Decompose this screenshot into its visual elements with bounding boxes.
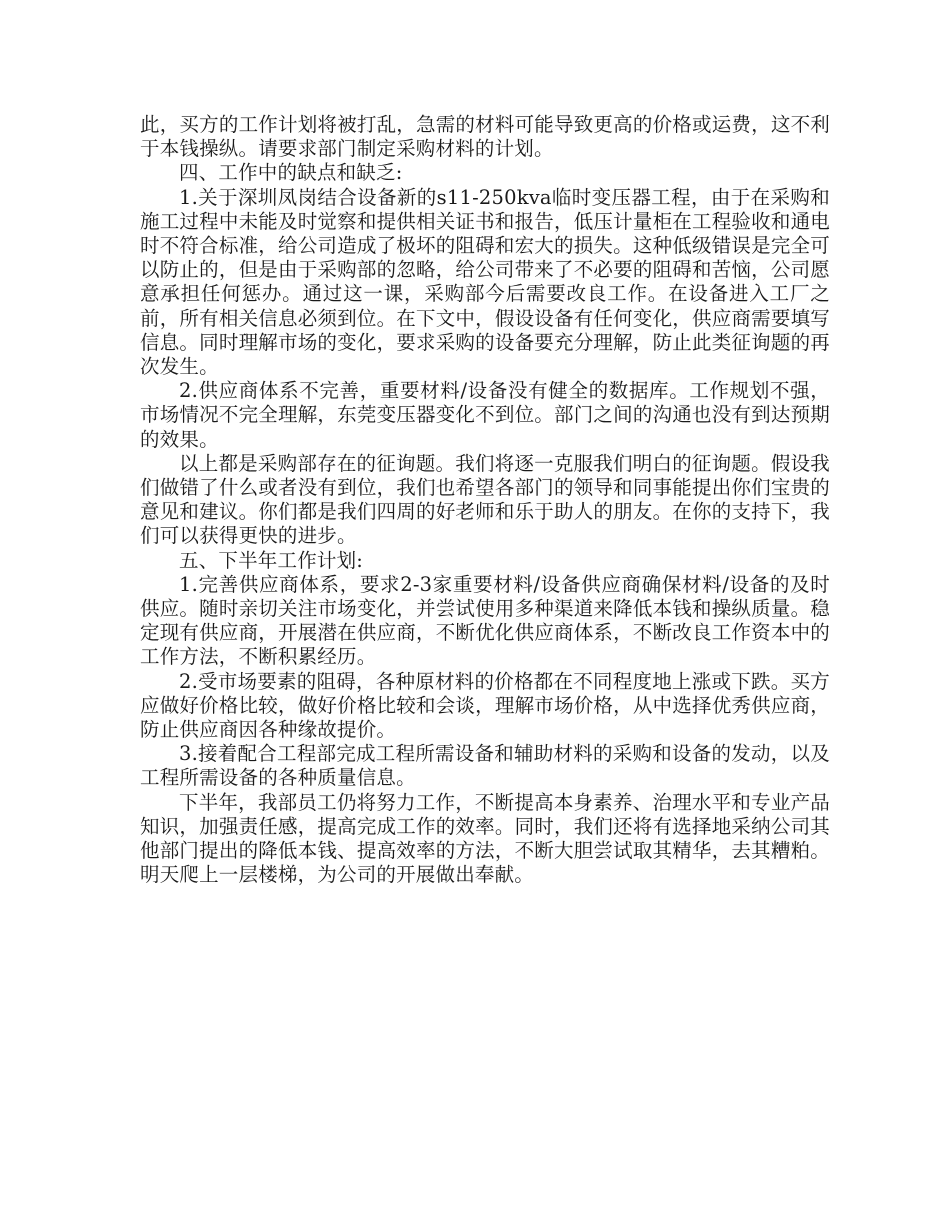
document-body (140, 113, 830, 888)
paragraph-summary: 以上都是采购部存在的征询题。我们将逐一克服我们明白的征询题。假设我们做错了什么或者没有到位，我们也希望各部门的领导和同事能提出你们宝贵的意见和建议。你们都是我们四周的好老师和乐于助人的朋友。在你的支持下，我们可以获得更快的进步。 (140, 451, 830, 548)
paragraph-plan-1: 1.完善供应商体系，要求2-3家重要材料/设备供应商确保材料/设备的及时供应。随时亲切关注市场变化，并尝试使用多种渠道来降低本钱和操纵质量。稳定现有供应商，开展潜在供应商，不断优化供应商体系，不断改良工作资本中的工作方法，不断积累经历。 (140, 572, 830, 669)
paragraph-continuation: 此，买方的工作计划将被打乱，急需的材料可能导致更高的价格或运费，这不利于本钱操纵。请要求部门制定采购材料的计划。 (140, 113, 830, 161)
paragraph-shortcoming-2: 2.供应商体系不完善，重要材料/设备没有健全的数据库。工作规划不强，市场情况不完全理解，东莞变压器变化不到位。部门之间的沟通也没有到达预期的效果。 (140, 379, 830, 451)
paragraph-conclusion: 下半年，我部员工仍将努力工作，不断提高本身素养、治理水平和专业产品知识，加强责任感，提高完成工作的效率。同时，我们还将有选择地采纳公司其他部门提出的降低本钱、提高效率的方法，不断大胆尝试取其精华，去其糟粕。明天爬上一层楼梯，为公司的开展做出奉献。 (140, 790, 830, 887)
paragraph-shortcoming-1: 1.关于深圳凤岗结合设备新的s11-250kva临时变压器工程，由于在采购和施工过程中未能及时觉察和提供相关证书和报告，低压计量柜在工程验收和通电时不符合标准，给公司造成了极坏的阻碍和宏大的损失。这种低级错误是完全可以防止的，但是由于采购部的忽略，给公司带来了不必要的阻碍和苦恼，公司愿意承担任何惩办。通过这一课，采购部今后需要改良工作。在设备进入工厂之前，所有相关信息必须到位。在下文中，假设设备有任何变化，供应商需要填写信息。同时理解市场的变化，要求采购的设备要充分理解，防止此类征询题的再次发生。 (140, 185, 830, 379)
section-heading-shortcomings: 四、工作中的缺点和缺乏: (179, 161, 403, 185)
paragraph-plan-3: 3.接着配合工程部完成工程所需设备和辅助材料的采购和设备的发动，以及工程所需设备的各种质量信息。 (140, 742, 830, 790)
section-heading-plan: 五、下半年工作计划: (179, 548, 364, 572)
paragraph-plan-2: 2.受市场要素的阻碍，各种原材料的价格都在不同程度地上涨或下跌。买方应做好价格比较，做好价格比较和会谈，理解市场价格，从中选择优秀供应商，防止供应商因各种缘故提价。 (140, 669, 830, 742)
